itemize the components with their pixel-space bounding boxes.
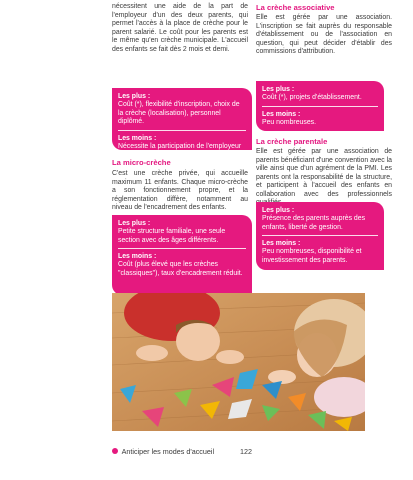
plus-label: Les plus : (118, 220, 151, 227)
footer-section-title: Anticiper les modes d'accueil (121, 447, 215, 456)
heading-creche-associative: La crèche associative (256, 3, 335, 12)
plus-label: Les plus : (262, 86, 295, 93)
moins-label: Les moins : (262, 110, 301, 118)
moins-text: Nécessite la participation de l'employeur (et donc une sensibilisation au sujet). (118, 142, 242, 159)
plus-label: Les plus : (262, 207, 295, 214)
plus-text: Présence des parents auprès des enfants, liberté de gestion. (262, 215, 366, 231)
info-box-associative (256, 81, 384, 131)
divider (118, 130, 246, 131)
info-box-parentale (256, 202, 384, 270)
plus-label: Les plus : (118, 93, 151, 100)
divider (262, 106, 378, 107)
heading-micro-creche: La micro-crèche (112, 158, 171, 167)
moins-label: Les moins : (118, 253, 157, 261)
heading-creche-parentale: La crèche parentale (256, 137, 328, 146)
info-box-micro-creche (112, 215, 252, 295)
moins-text: Peu nombreuses, disponibilité et investissement des parents. (262, 248, 362, 264)
creche-parentale-paragraph: Elle est gérée par une association de parents bénéficiant d'une convention avec la ville ainsi que d'un agrément de la PMI. Les parents ont la responsabilité de la structure, et participent à l'accueil des enfants en collaboration avec des professionnels (256, 148, 392, 198)
bullet-dot-icon (112, 448, 118, 454)
moins-label: Les moins : (262, 240, 301, 248)
moins-text: Peu nombreuses. (262, 118, 317, 126)
plus-text: Coût (*), flexibilité d'inscription, choix de la crèche (localisation), personnel diplômé. (118, 101, 240, 126)
divider (262, 235, 378, 236)
children-playing-photo (112, 293, 365, 431)
intro-paragraph: nécessitent une aide de la part de l'employeur d'un des deux parents, qui permet l'accès à la place de crèche pour le parent salarié. Le coût pour les parents est le même qu'en crèche municipale. L'accueil des enfants se fait dès 2 mois et demi. (112, 3, 248, 53)
moins-label: Les moins : (118, 134, 157, 142)
plus-text: Coût (*), projets d'établissement. (262, 94, 362, 101)
page-number: 122 (240, 447, 252, 456)
micro-creche-paragraph: C'est une crèche privée, qui accueille maximum 11 enfants. Chaque micro-crèche a son fonctionnement propre, et la réglementation diffère, notamment au niveau de l'encadrement des enfants. (112, 170, 248, 211)
info-box-entreprise (112, 88, 252, 159)
footer (112, 447, 252, 456)
creche-associative-paragraph: Elle est gérée par une association. L'inscription se fait auprès du responsable d'établissement ou de l'association en question, qui peut décider d'établir des commissions d'attribution. (256, 14, 392, 55)
moins-text: Coût (plus élevé que les crèches "classiques"), taux d'encadrement réduit. (118, 261, 243, 277)
divider (118, 248, 246, 249)
plus-text: Petite structure familiale, une seule section avec des âges différents. (118, 228, 226, 244)
